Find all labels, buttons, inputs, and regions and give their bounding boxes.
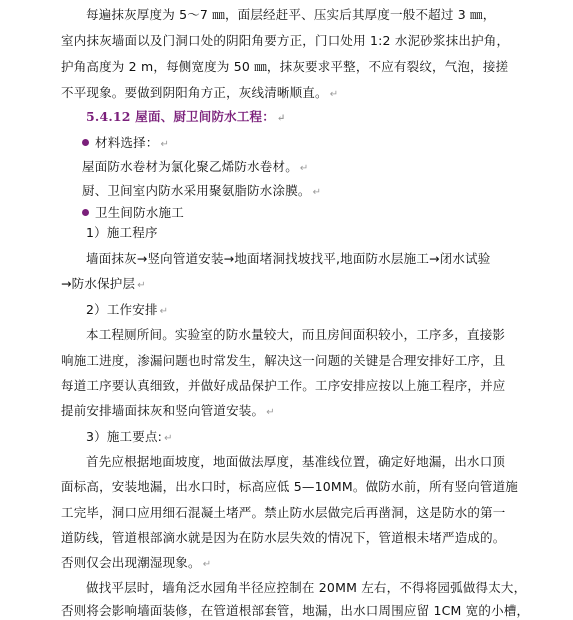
paragraph-mark: ↵ bbox=[164, 433, 173, 444]
text-line: 提前安排墙面抹灰和竖向管道安装。 ↵ bbox=[61, 403, 275, 418]
text-line: 屋面防水卷材为氯化聚乙烯防水卷材。 ↵ bbox=[82, 159, 309, 174]
text-line: 工完毕，洞口应用细石混凝土堵严。禁止防水层做完后再凿洞，这是防水的第一 bbox=[61, 505, 506, 520]
paragraph-mark: ↵ bbox=[312, 187, 322, 198]
text-line: 1）施工程序 bbox=[86, 225, 158, 240]
text-line: 道防线，管道根部滴水就是因为在防水层失效的情况下，管道根未堵严造成的。 bbox=[61, 530, 506, 545]
paragraph-mark: ↵ bbox=[276, 113, 286, 124]
paragraph-mark: ↵ bbox=[160, 139, 170, 150]
text-line: 面标高，安装地漏，出水口时，标高应低 5—10MM。做防水前，所有竖向管道施 bbox=[61, 479, 519, 494]
text-line: 3）施工要点: ↵ bbox=[86, 429, 173, 444]
paragraph-mark: ↵ bbox=[159, 306, 169, 317]
paragraph-mark: ↵ bbox=[137, 280, 146, 291]
text-line: 做找平层时，墙角泛水园角半径应控制在 20MM 左右，不得将园弧做得太大， bbox=[86, 580, 527, 595]
text-line: 响施工进度，渗漏问题也时常发生，解决这一问题的关键是合理安排好工序，且 bbox=[61, 353, 506, 368]
text-line: 护角高度为 2 m，每侧宽度为 50 ㎜，抹灰要求平整，不应有裂纹，气泡，接搓 bbox=[61, 59, 509, 74]
text-line: 不平现象。要做到阴阳角方正，灰线清晰顺直。 ↵ bbox=[61, 85, 339, 100]
text-line: 否则将会影响墙面装修，在管道根部套管，地漏，出水口周围应留 1CM 宽的小槽， bbox=[61, 603, 530, 618]
section-heading: 5.4.12 屋面、厨卫间防水工程： ↵ bbox=[86, 109, 286, 124]
text-line: 首先应根据地面坡度，地面做法厚度，基准线位置，确定好地漏，出水口顶 bbox=[86, 454, 506, 469]
paragraph-mark: ↵ bbox=[329, 89, 339, 100]
bullet-icon bbox=[82, 209, 89, 216]
bullet-icon bbox=[82, 139, 89, 146]
text-line: 每道工序要认真细致，并做好成品保护工作。工序安排应按以上施工程序，并应 bbox=[61, 378, 506, 393]
paragraph-mark: ↵ bbox=[202, 559, 212, 570]
paragraph-mark: ↵ bbox=[299, 163, 309, 174]
text-line: 墙面抹灰→竖向管道安装→地面堵洞找坡找平,地面防水层施工→闭水试验 bbox=[86, 251, 491, 266]
text-line: 2）工作安排 ↵ bbox=[86, 302, 169, 317]
text-line: 每遍抹灰厚度为 5～7 ㎜，面层经赶平、压实后其厚度一般不超过 3 ㎜， bbox=[86, 7, 496, 22]
text-line: 否则仅会出现潮湿现象。 ↵ bbox=[61, 555, 212, 570]
bullet-item: 卫生间防水施工 bbox=[82, 204, 532, 222]
text-line: →防水保护层 ↵ bbox=[61, 276, 146, 291]
text-line: 本工程厕所间。实验室的防水量较大，而且房间面积较小，工序多，直接影 bbox=[86, 327, 506, 342]
text-line: 厨、卫间室内防水采用聚氨脂防水涂膜。 ↵ bbox=[82, 183, 322, 198]
text-line: 室内抹灰墙面以及门洞口处的阴阳角要方正，门口处用 1:2 水泥砂浆抹出护角， bbox=[61, 33, 510, 48]
paragraph-mark: ↵ bbox=[266, 407, 275, 418]
bullet-item: 材料选择： ↵ bbox=[82, 134, 532, 154]
